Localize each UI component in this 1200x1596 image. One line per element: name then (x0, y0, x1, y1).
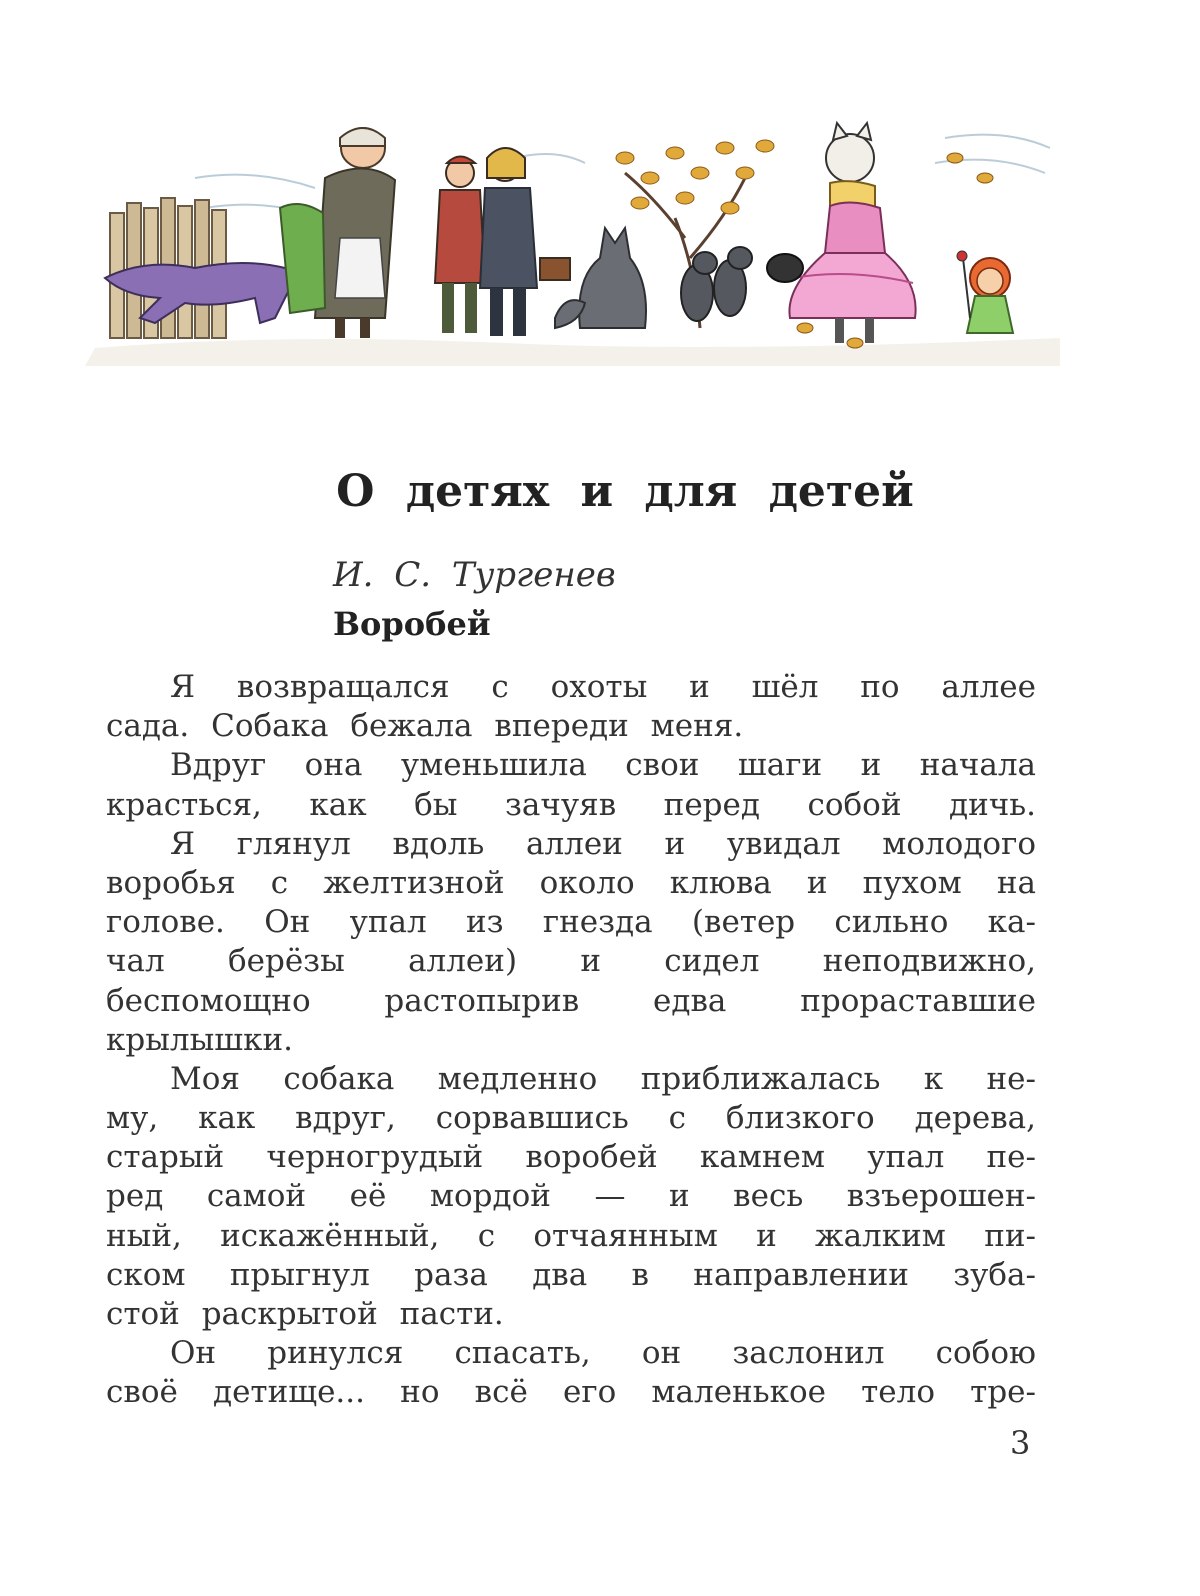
header-illustration (85, 118, 1060, 366)
text-line: Вдруг она уменьшила свои шаги и начала (170, 747, 1036, 784)
paragraph (106, 746, 1036, 824)
text-line: Он ринулся спасать, он заслонил собою (170, 1335, 1036, 1372)
story-title: Воробей (333, 605, 491, 643)
text-line: сада. Собака бежала впереди меня. (106, 708, 744, 745)
paragraph (106, 825, 1036, 1060)
paragraph (106, 668, 1036, 746)
text-line: му, как вдруг, сорвавшись с близкого дерева, (106, 1100, 1036, 1137)
text-line: воробья с желтизной около клюва и пухом на (106, 864, 1036, 901)
text-line: Я глянул вдоль аллеи и увидал молодого (170, 825, 1036, 862)
paragraph (106, 1334, 1036, 1412)
chapter-title: О детях и для детей (336, 466, 914, 517)
text-line: стой раскрытой пасти. (106, 1296, 504, 1332)
text-line: Я возвращался с охоты и шёл по аллее (170, 669, 1036, 705)
text-line: своё детище... но всё его маленькое тело тре- (106, 1374, 1036, 1411)
story-body (106, 668, 1036, 1413)
text-line: голове. Он упал из гнезда (ветер сильно ка- (106, 904, 1036, 941)
paragraph (106, 1060, 1036, 1334)
text-line: ском прыгнул раза два в направлении зуба- (106, 1256, 1036, 1293)
text-line: ный, искажённый, с отчаянным и жалким пи- (106, 1217, 1036, 1254)
author-name: И. С. Тургенев (333, 555, 616, 595)
text-line: Моя собака медленно приближалась к не- (170, 1060, 1036, 1097)
text-line: старый черногрудый воробей камнем упал пе- (106, 1139, 1036, 1176)
text-line: красться, как бы зачуяв перед собой дичь. (106, 786, 1036, 823)
text-line: беспомощно растопырив едва прораставшие (106, 982, 1036, 1019)
storybook-characters-illustration-icon (85, 118, 1060, 366)
page-number: 3 (1010, 1424, 1031, 1462)
text-line: ред самой её мордой — и весь взъерошен- (106, 1178, 1036, 1215)
text-line: крылышки. (106, 1021, 293, 1058)
text-line: чал берёзы аллеи) и сидел неподвижно, (106, 943, 1036, 980)
